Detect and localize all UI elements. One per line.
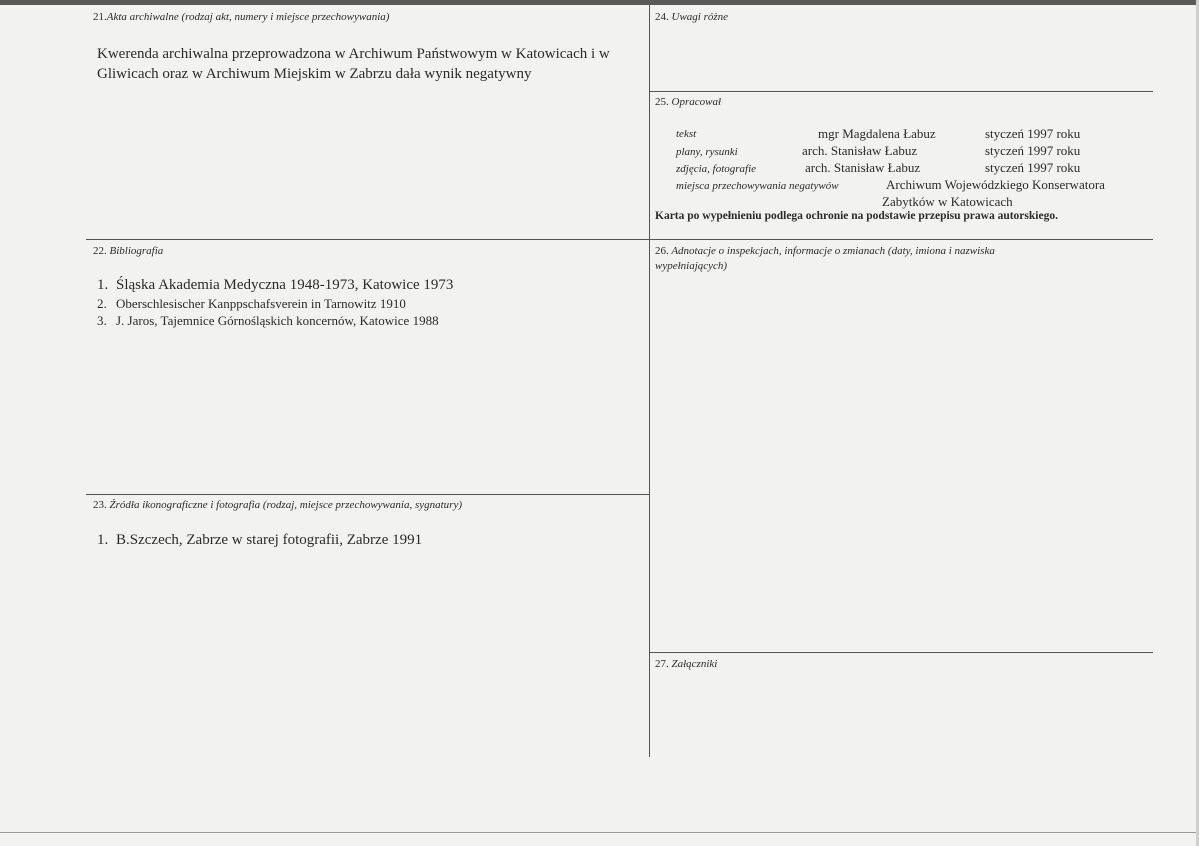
section-27-label: [655, 658, 717, 670]
opracowal-role: plany, rysunki: [676, 146, 738, 158]
opracowal-author: arch. Stanisław Łabuz: [805, 160, 921, 175]
section-23-number: 23.: [93, 499, 107, 511]
section-25-label: [655, 96, 721, 108]
section-22-number: 22.: [93, 245, 107, 257]
bibliography-list: [97, 275, 453, 329]
section-26-title-line1: Adnotacje o inspekcjach, informacje o zmianach (daty, imiona i nazwiska: [671, 245, 995, 257]
akta-text: Kwerenda archiwalna przeprowadzona w Archiwum Państwowym w Katowicach i w Gliwicach oraz w Archiwum Miejskim w Zabrzu dała wynik negatywny: [97, 46, 610, 82]
opracowal-role: zdjęcia, fotografie: [676, 163, 757, 175]
divider-24-25: [649, 91, 1153, 92]
section-26-label: [655, 244, 995, 274]
section-24-title: Uwagi różne: [671, 11, 729, 23]
divider-26-27: [649, 652, 1153, 653]
negatives-label: miejsca przechowywania negatywów: [676, 180, 839, 192]
section-23-title: Źródła ikonograficzne i fotografia (rodzaj, miejsce przechowywania, sygnatury): [109, 499, 462, 511]
section-27-number: 27.: [655, 658, 669, 670]
list-item-text: Śląska Akademia Medyczna 1948-1973, Katowice 1973: [116, 277, 454, 293]
section-21-number: 21.: [93, 11, 107, 23]
section-22-title: Bibliografia: [109, 245, 164, 257]
list-item-text: J. Jaros, Tajemnice Górnośląskich koncernów, Katowice 1988: [116, 313, 439, 328]
section-21-title: Akta archiwalne (rodzaj akt, numery i miejsce przechowywania): [106, 11, 390, 23]
divider-21-22: [86, 239, 1153, 240]
opracowal-date: styczeń 1997 roku: [985, 143, 1081, 158]
opracowal-author: arch. Stanisław Łabuz: [802, 143, 918, 158]
list-item: [97, 275, 453, 295]
section-26-title-line2: wypełniających): [655, 260, 728, 272]
center-divider: [649, 5, 650, 757]
section-27-title: Załączniki: [671, 658, 718, 670]
list-item-number: 1.: [97, 277, 109, 293]
section-22-label: [93, 245, 163, 257]
list-item-number: 3.: [97, 313, 107, 328]
top-scan-edge: [0, 0, 1199, 5]
section-21-label: [93, 11, 389, 23]
iconographic-sources-list: [97, 530, 422, 550]
section-26-number: 26.: [655, 245, 669, 257]
opracowal-role: tekst: [676, 128, 697, 140]
list-item-text: Oberschlesischer Kanppschafsverein in Tarnowitz 1910: [116, 296, 406, 311]
section-23-label: [93, 499, 462, 511]
list-item-number: 2.: [97, 296, 107, 311]
opracowal-author: mgr Magdalena Łabuz: [818, 126, 936, 141]
list-item: [97, 312, 453, 329]
copyright-note: Karta po wypełnieniu podlega ochronie na podstawie przepisu prawa autorskiego.: [655, 210, 1058, 222]
list-item: [97, 530, 422, 550]
list-item-text: B.Szczech, Zabrze w starej fotografii, Zabrze 1991: [116, 532, 423, 548]
section-25-number: 25.: [655, 96, 669, 108]
list-item: [97, 295, 453, 312]
opracowal-date: styczeń 1997 roku: [985, 160, 1081, 175]
divider-22-23: [86, 494, 649, 495]
negatives-location-line1: Archiwum Wojewódzkiego Konserwatora: [886, 177, 1105, 192]
negatives-location-line2: Zabytków w Katowicach: [882, 194, 1013, 209]
section-25-title: Opracował: [671, 96, 721, 108]
opracowal-date: styczeń 1997 roku: [985, 126, 1081, 141]
section-24-number: 24.: [655, 11, 669, 23]
bottom-margin-line: [0, 832, 1196, 833]
section-24-label: [655, 11, 728, 23]
list-item-number: 1.: [97, 532, 109, 548]
